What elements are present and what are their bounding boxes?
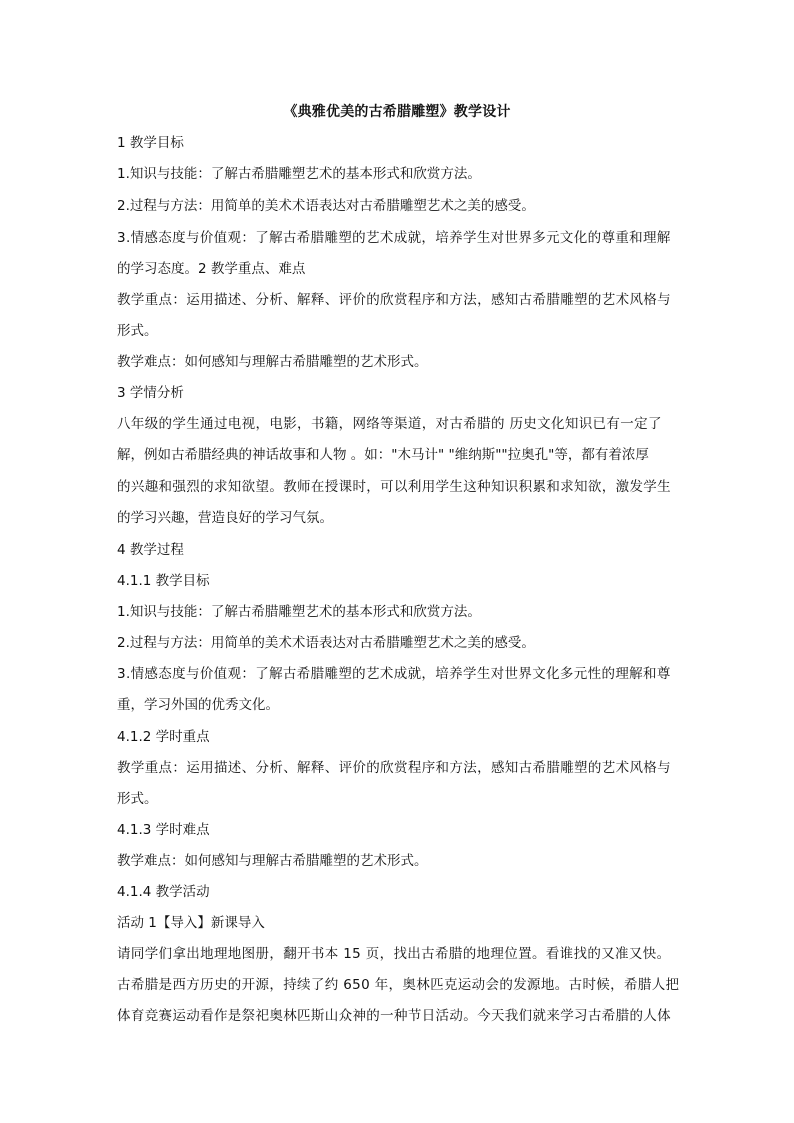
paragraph-line: 体育竞赛运动看作是祭祀奥林匹斯山众神的一种节日活动。今天我们就来学习古希腊的人体 [117,1008,671,1024]
paragraph-line: 1.知识与技能：了解古希腊雕塑艺术的基本形式和欣赏方法。 [117,604,481,620]
section-heading: 1 教学目标 [117,135,184,151]
paragraph-line: 八年级的学生通过电视，电影，书籍，网络等渠道，对古希腊的 历史文化知识已有一定了 [117,416,662,432]
subsection-heading: 4.1.2 学时重点 [117,729,210,745]
paragraph-line: 2.过程与方法：用简单的美术术语表达对古希腊雕塑艺术之美的感受。 [117,635,535,651]
subsection-heading: 4.1.3 学时难点 [117,822,210,838]
paragraph-line: 古希腊是西方历史的开源，持续了约 650 年，奥林匹克运动会的发源地。古时候，希腊人把 [117,977,680,993]
paragraph-line: 的学习兴趣，营造良好的学习气氛。 [117,510,333,526]
paragraph-line: 2.过程与方法：用简单的美术术语表达对古希腊雕塑艺术之美的感受。 [117,198,535,214]
paragraph-line: 重，学习外国的优秀文化。 [117,697,279,713]
paragraph-line: 教学难点：如何感知与理解古希腊雕塑的艺术形式。 [117,853,428,869]
paragraph-line: 形式。 [117,791,158,807]
activity-heading: 活动 1【导入】新课导入 [117,915,265,931]
section-heading: 3 学情分析 [117,385,184,401]
paragraph-line: 教学重点：运用描述、分析、解释、评价的欣赏程序和方法，感知古希腊雕塑的艺术风格与 [117,760,671,776]
paragraph-line: 教学难点：如何感知与理解古希腊雕塑的艺术形式。 [117,354,428,370]
section-heading: 4 教学过程 [117,542,184,558]
paragraph-line: 1.知识与技能：了解古希腊雕塑艺术的基本形式和欣赏方法。 [117,166,481,182]
subsection-heading: 4.1.4 教学活动 [117,884,210,900]
paragraph-line: 3.情感态度与价值观：了解古希腊雕塑的艺术成就，培养学生对世界多元文化的尊重和理解 [117,230,671,246]
paragraph-line: 教学重点：运用描述、分析、解释、评价的欣赏程序和方法，感知古希腊雕塑的艺术风格与 [117,292,671,308]
subsection-heading: 4.1.1 教学目标 [117,573,210,589]
document-title: 《典雅优美的古希腊雕塑》教学设计 [283,104,511,120]
paragraph-line: 形式。 [117,323,158,339]
paragraph-line: 解，例如古希腊经典的神话故事和人物 。如："木马计" "维纳斯""拉奥孔"等，都有着浓厚 [117,447,649,463]
paragraph-line: 的兴趣和强烈的求知欲望。教师在授课时，可以利用学生这种知识积累和求知欲，激发学生 [117,479,671,495]
paragraph-line: 请同学们拿出地理地图册，翻开书本 15 页，找出古希腊的地理位置。看谁找的又准又快。 [117,946,671,962]
paragraph-line: 的学习态度。2 教学重点、难点 [117,261,306,277]
paragraph-line: 3.情感态度与价值观：了解古希腊雕塑的艺术成就，培养学生对世界文化多元性的理解和尊 [117,666,671,682]
